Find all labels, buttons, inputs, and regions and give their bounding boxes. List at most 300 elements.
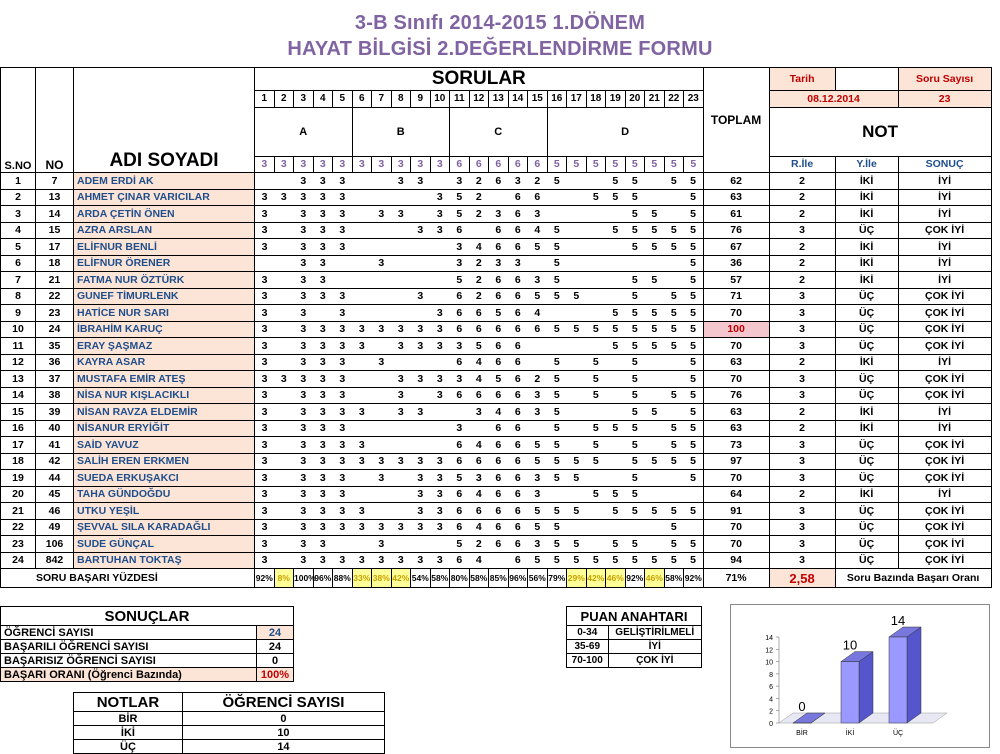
score-cell: [372, 272, 392, 289]
score-cell: [274, 338, 294, 355]
score-cell: 3: [313, 288, 333, 305]
score-cell: 3: [391, 206, 411, 223]
score-cell: 3: [333, 321, 353, 338]
score-cell: 5: [684, 288, 704, 305]
question-number: 14: [508, 91, 528, 108]
student-total: 73: [703, 437, 769, 454]
score-cell: [586, 288, 606, 305]
score-cell: [567, 206, 587, 223]
score-cell: 6: [450, 437, 470, 454]
score-cell: 3: [333, 354, 353, 371]
question-number: 13: [489, 91, 509, 108]
student-sno: 24: [1, 552, 36, 569]
student-sonuc: İYİ: [898, 354, 991, 371]
notlar-row: [74, 712, 385, 726]
score-cell: 6: [508, 503, 528, 520]
student-total: 67: [703, 239, 769, 256]
question-points: 6: [450, 156, 470, 173]
y-tick-label: 8: [769, 672, 773, 679]
score-cell: 3: [313, 552, 333, 569]
score-cell: 5: [664, 503, 684, 520]
score-cell: 6: [508, 288, 528, 305]
puan-range: 35-69: [567, 640, 609, 654]
notlar-value: 10: [182, 726, 384, 740]
score-cell: 6: [508, 239, 528, 256]
score-cell: 5: [606, 338, 626, 355]
score-cell: 3: [430, 321, 450, 338]
score-cell: 3: [313, 173, 333, 190]
score-cell: [430, 239, 450, 256]
student-r-ile: 2: [769, 173, 835, 190]
footer-row: [1, 569, 992, 588]
score-cell: 6: [489, 437, 509, 454]
student-row: [1, 206, 992, 223]
score-cell: [567, 239, 587, 256]
score-cell: 3: [294, 437, 314, 454]
score-cell: [352, 189, 372, 206]
question-points: 5: [547, 156, 567, 173]
y-tick-label: 12: [765, 647, 773, 654]
student-row: [1, 239, 992, 256]
score-cell: 3: [313, 470, 333, 487]
score-cell: [274, 272, 294, 289]
sonuclar-label: BAŞARI ORANI (Öğrenci Bazında): [1, 668, 257, 682]
y-tick-label: 4: [769, 696, 773, 703]
score-cell: [313, 305, 333, 322]
score-cell: 5: [528, 519, 548, 536]
score-cell: [411, 206, 431, 223]
student-total: 63: [703, 420, 769, 437]
score-cell: 3: [391, 404, 411, 421]
score-cell: 5: [547, 272, 567, 289]
score-cell: 3: [333, 288, 353, 305]
score-cell: 3: [430, 222, 450, 239]
score-cell: 3: [528, 272, 548, 289]
puan-range: 0-34: [567, 626, 609, 640]
score-cell: 5: [547, 404, 567, 421]
score-cell: 3: [333, 189, 353, 206]
student-r-ile: 2: [769, 239, 835, 256]
score-cell: 5: [664, 239, 684, 256]
student-sno: 3: [1, 206, 36, 223]
student-sno: 6: [1, 255, 36, 272]
score-cell: 5: [586, 354, 606, 371]
student-name: SALİH EREN ERKMEN: [74, 453, 255, 470]
student-r-ile: 3: [769, 437, 835, 454]
score-cell: 3: [372, 519, 392, 536]
score-cell: [391, 288, 411, 305]
question-points: 6: [528, 156, 548, 173]
score-cell: 6: [450, 486, 470, 503]
student-r-ile: 3: [769, 305, 835, 322]
score-cell: [645, 288, 665, 305]
score-cell: [352, 305, 372, 322]
student-name: ERAY ŞAŞMAZ: [74, 338, 255, 355]
score-cell: [430, 420, 450, 437]
student-total: 61: [703, 206, 769, 223]
score-cell: [450, 404, 470, 421]
score-cell: 3: [313, 536, 333, 553]
score-cell: 3: [313, 486, 333, 503]
score-cell: [274, 404, 294, 421]
student-row: [1, 338, 992, 355]
score-cell: 5: [606, 222, 626, 239]
score-cell: 5: [625, 189, 645, 206]
score-cell: [664, 206, 684, 223]
score-cell: 3: [411, 453, 431, 470]
student-no: 49: [36, 519, 74, 536]
score-cell: 5: [645, 503, 665, 520]
score-cell: [391, 222, 411, 239]
score-cell: 5: [528, 552, 548, 569]
student-y-ile: İKİ: [835, 239, 898, 256]
score-cell: 5: [684, 536, 704, 553]
score-cell: 5: [684, 552, 704, 569]
score-cell: 5: [664, 437, 684, 454]
student-no: 15: [36, 222, 74, 239]
question-number: 3: [294, 91, 314, 108]
score-cell: 3: [391, 338, 411, 355]
score-cell: 3: [333, 486, 353, 503]
student-sonuc: ÇOK İYİ: [898, 387, 991, 404]
score-cell: [586, 536, 606, 553]
score-cell: 6: [508, 305, 528, 322]
student-r-ile: 2: [769, 486, 835, 503]
score-cell: 3: [255, 239, 275, 256]
score-cell: 5: [664, 305, 684, 322]
question-points: 6: [469, 156, 489, 173]
score-cell: 6: [489, 453, 509, 470]
score-cell: [469, 222, 489, 239]
score-cell: 3: [255, 453, 275, 470]
student-total: 70: [703, 371, 769, 388]
soru-bazinda-label: Soru Bazında Başarı Oranı: [835, 569, 991, 588]
score-cell: 3: [333, 470, 353, 487]
category-label: ÜÇ: [893, 729, 903, 737]
score-cell: 3: [313, 189, 333, 206]
question-points: 5: [586, 156, 606, 173]
score-cell: 5: [586, 420, 606, 437]
score-cell: 5: [625, 305, 645, 322]
score-cell: 3: [430, 387, 450, 404]
question-number: 16: [547, 91, 567, 108]
question-success-percent: 92%: [684, 569, 704, 588]
score-cell: 3: [294, 519, 314, 536]
score-cell: [274, 354, 294, 371]
score-cell: 3: [333, 503, 353, 520]
notlar-table: [73, 692, 385, 754]
student-y-ile: İKİ: [835, 206, 898, 223]
student-row: [1, 404, 992, 421]
sonuclar-value: 100%: [257, 668, 294, 682]
score-cell: 3: [489, 206, 509, 223]
score-cell: 6: [489, 239, 509, 256]
y-tick-label: 6: [769, 684, 773, 691]
score-cell: 3: [528, 486, 548, 503]
score-cell: 2: [469, 536, 489, 553]
score-cell: 3: [255, 503, 275, 520]
score-cell: [547, 486, 567, 503]
score-cell: [567, 420, 587, 437]
score-cell: [567, 354, 587, 371]
score-cell: 3: [352, 503, 372, 520]
score-cell: [391, 437, 411, 454]
student-y-ile: ÜÇ: [835, 536, 898, 553]
question-points: 5: [684, 156, 704, 173]
score-cell: 3: [391, 173, 411, 190]
student-r-ile: 3: [769, 321, 835, 338]
score-cell: 3: [372, 536, 392, 553]
score-cell: 3: [274, 371, 294, 388]
score-cell: 6: [489, 486, 509, 503]
score-cell: 5: [684, 470, 704, 487]
score-cell: 3: [430, 371, 450, 388]
score-cell: [606, 288, 626, 305]
student-no: 22: [36, 288, 74, 305]
score-cell: 6: [450, 288, 470, 305]
question-group: A: [255, 107, 353, 156]
student-name: FATMA NUR ÖZTÜRK: [74, 272, 255, 289]
question-points: 3: [294, 156, 314, 173]
sonuclar-table: [0, 606, 294, 682]
puan-title-row: [567, 607, 702, 626]
score-cell: [352, 272, 372, 289]
y-tick-label: 14: [765, 635, 773, 642]
question-success-percent: 58%: [469, 569, 489, 588]
score-cell: 6: [450, 552, 470, 569]
score-cell: [645, 420, 665, 437]
question-number: 4: [313, 91, 333, 108]
score-cell: [645, 519, 665, 536]
student-name: ADEM ERDİ AK: [74, 173, 255, 190]
score-cell: [352, 288, 372, 305]
question-number: 10: [430, 91, 450, 108]
score-cell: 3: [313, 354, 333, 371]
question-success-percent: 58%: [664, 569, 684, 588]
student-r-ile: 3: [769, 338, 835, 355]
score-cell: 5: [567, 552, 587, 569]
score-cell: 5: [684, 173, 704, 190]
score-cell: 3: [352, 321, 372, 338]
student-total: 62: [703, 173, 769, 190]
score-cell: 3: [313, 206, 333, 223]
student-total: 97: [703, 453, 769, 470]
score-cell: 5: [450, 272, 470, 289]
score-cell: [333, 255, 353, 272]
score-cell: 5: [547, 288, 567, 305]
score-cell: [274, 536, 294, 553]
student-total: 76: [703, 387, 769, 404]
score-cell: [567, 255, 587, 272]
score-cell: [528, 354, 548, 371]
student-sonuc: ÇOK İYİ: [898, 470, 991, 487]
score-cell: 3: [450, 239, 470, 256]
student-name: KAYRA ASAR: [74, 354, 255, 371]
score-cell: 6: [469, 305, 489, 322]
score-cell: 3: [255, 321, 275, 338]
student-row: [1, 305, 992, 322]
sonuclar-row: [1, 654, 294, 668]
question-group: B: [352, 107, 450, 156]
adi-soyadi-header: ADI SOYADI: [109, 150, 218, 171]
score-cell: [567, 173, 587, 190]
score-cell: [372, 404, 392, 421]
score-cell: 5: [547, 503, 567, 520]
question-number: 15: [528, 91, 548, 108]
score-cell: 5: [684, 453, 704, 470]
student-y-ile: ÜÇ: [835, 371, 898, 388]
sonuclar-row: [1, 668, 294, 682]
student-no: 17: [36, 239, 74, 256]
score-cell: 3: [255, 222, 275, 239]
student-y-ile: İKİ: [835, 255, 898, 272]
score-cell: 5: [684, 239, 704, 256]
student-no: 35: [36, 338, 74, 355]
score-cell: 5: [684, 338, 704, 355]
overall-percent: 71%: [703, 569, 769, 588]
score-cell: [274, 206, 294, 223]
score-cell: 5: [547, 354, 567, 371]
score-cell: 5: [567, 288, 587, 305]
score-cell: 6: [489, 288, 509, 305]
student-name: ELİFNUR BENLİ: [74, 239, 255, 256]
score-cell: [606, 470, 626, 487]
score-cell: 3: [255, 371, 275, 388]
name-header-blank: [74, 68, 255, 173]
score-cell: 5: [567, 321, 587, 338]
score-cell: 5: [547, 420, 567, 437]
score-cell: 3: [411, 503, 431, 520]
question-points: 3: [313, 156, 333, 173]
score-cell: [274, 437, 294, 454]
score-cell: 3: [313, 503, 333, 520]
question-number: 11: [450, 91, 470, 108]
soru-basari-label: SORU BAŞARI YÜZDESİ: [1, 569, 255, 588]
question-success-percent: 92%: [255, 569, 275, 588]
student-y-ile: ÜÇ: [835, 437, 898, 454]
score-cell: 5: [684, 420, 704, 437]
score-cell: [664, 255, 684, 272]
student-total: 70: [703, 305, 769, 322]
question-success-percent: 38%: [372, 569, 392, 588]
score-cell: 3: [430, 206, 450, 223]
student-total: 91: [703, 503, 769, 520]
score-cell: 3: [294, 189, 314, 206]
score-cell: [606, 437, 626, 454]
score-cell: [391, 189, 411, 206]
score-cell: [430, 255, 450, 272]
score-cell: 6: [508, 420, 528, 437]
score-cell: 3: [469, 404, 489, 421]
score-cell: [352, 536, 372, 553]
score-cell: 6: [450, 222, 470, 239]
page-subtitle: HAYAT BİLGİSİ 2.DEĞERLENDİRME FORMU: [0, 38, 1000, 61]
category-label: İKİ: [846, 728, 855, 737]
score-cell: 3: [313, 255, 333, 272]
score-cell: [586, 173, 606, 190]
score-cell: 5: [547, 371, 567, 388]
student-no: 106: [36, 536, 74, 553]
score-cell: [274, 486, 294, 503]
score-cell: [274, 222, 294, 239]
score-cell: [664, 354, 684, 371]
score-cell: [547, 206, 567, 223]
student-name: BARTUHAN TOKTAŞ: [74, 552, 255, 569]
student-total: 70: [703, 536, 769, 553]
score-cell: 3: [352, 453, 372, 470]
score-cell: 6: [508, 338, 528, 355]
score-cell: 6: [489, 420, 509, 437]
student-sno: 7: [1, 272, 36, 289]
score-cell: 3: [411, 371, 431, 388]
score-cell: [567, 519, 587, 536]
score-cell: 3: [372, 321, 392, 338]
sonuclar-label: ÖĞRENCİ SAYISI: [1, 626, 257, 640]
student-no: 14: [36, 206, 74, 223]
score-cell: 5: [606, 536, 626, 553]
score-cell: 6: [508, 404, 528, 421]
score-cell: 3: [411, 222, 431, 239]
student-total: 63: [703, 189, 769, 206]
score-cell: 3: [352, 437, 372, 454]
student-name: NİSAN RAVZA ELDEMİR: [74, 404, 255, 421]
page-title: 3-B Sınıfı 2014-2015 1.DÖNEM: [0, 12, 1000, 35]
student-r-ile: 2: [769, 404, 835, 421]
score-cell: [606, 239, 626, 256]
score-cell: [645, 536, 665, 553]
student-name: MUSTAFA EMİR ATEŞ: [74, 371, 255, 388]
score-cell: [391, 536, 411, 553]
student-y-ile: İKİ: [835, 354, 898, 371]
score-cell: 3: [294, 387, 314, 404]
score-cell: 5: [625, 536, 645, 553]
score-cell: 5: [645, 321, 665, 338]
student-sonuc: İYİ: [898, 206, 991, 223]
score-cell: [645, 470, 665, 487]
notlar-title: NOTLAR: [74, 693, 183, 712]
sonuclar-label: BAŞARILI ÖĞRENCİ SAYISI: [1, 640, 257, 654]
score-cell: 6: [508, 222, 528, 239]
student-y-ile: ÜÇ: [835, 288, 898, 305]
score-cell: 5: [625, 420, 645, 437]
score-cell: 3: [294, 536, 314, 553]
score-cell: 5: [625, 486, 645, 503]
student-y-ile: ÜÇ: [835, 503, 898, 520]
student-row: [1, 470, 992, 487]
score-cell: 2: [469, 288, 489, 305]
score-cell: 5: [664, 288, 684, 305]
score-cell: 3: [333, 552, 353, 569]
sonuclar-value: 24: [257, 640, 294, 654]
student-row: [1, 371, 992, 388]
question-success-percent: 100%: [294, 569, 314, 588]
score-cell: 5: [625, 552, 645, 569]
student-name: NİSANUR ERYİĞİT: [74, 420, 255, 437]
score-cell: [391, 470, 411, 487]
question-points: 5: [645, 156, 665, 173]
score-cell: 3: [313, 321, 333, 338]
score-cell: [391, 239, 411, 256]
score-cell: [606, 354, 626, 371]
score-cell: 6: [489, 519, 509, 536]
score-cell: [255, 255, 275, 272]
score-cell: 3: [489, 255, 509, 272]
score-cell: 5: [489, 305, 509, 322]
question-number: 9: [411, 91, 431, 108]
score-cell: [606, 206, 626, 223]
score-cell: [664, 272, 684, 289]
score-cell: 3: [294, 338, 314, 355]
